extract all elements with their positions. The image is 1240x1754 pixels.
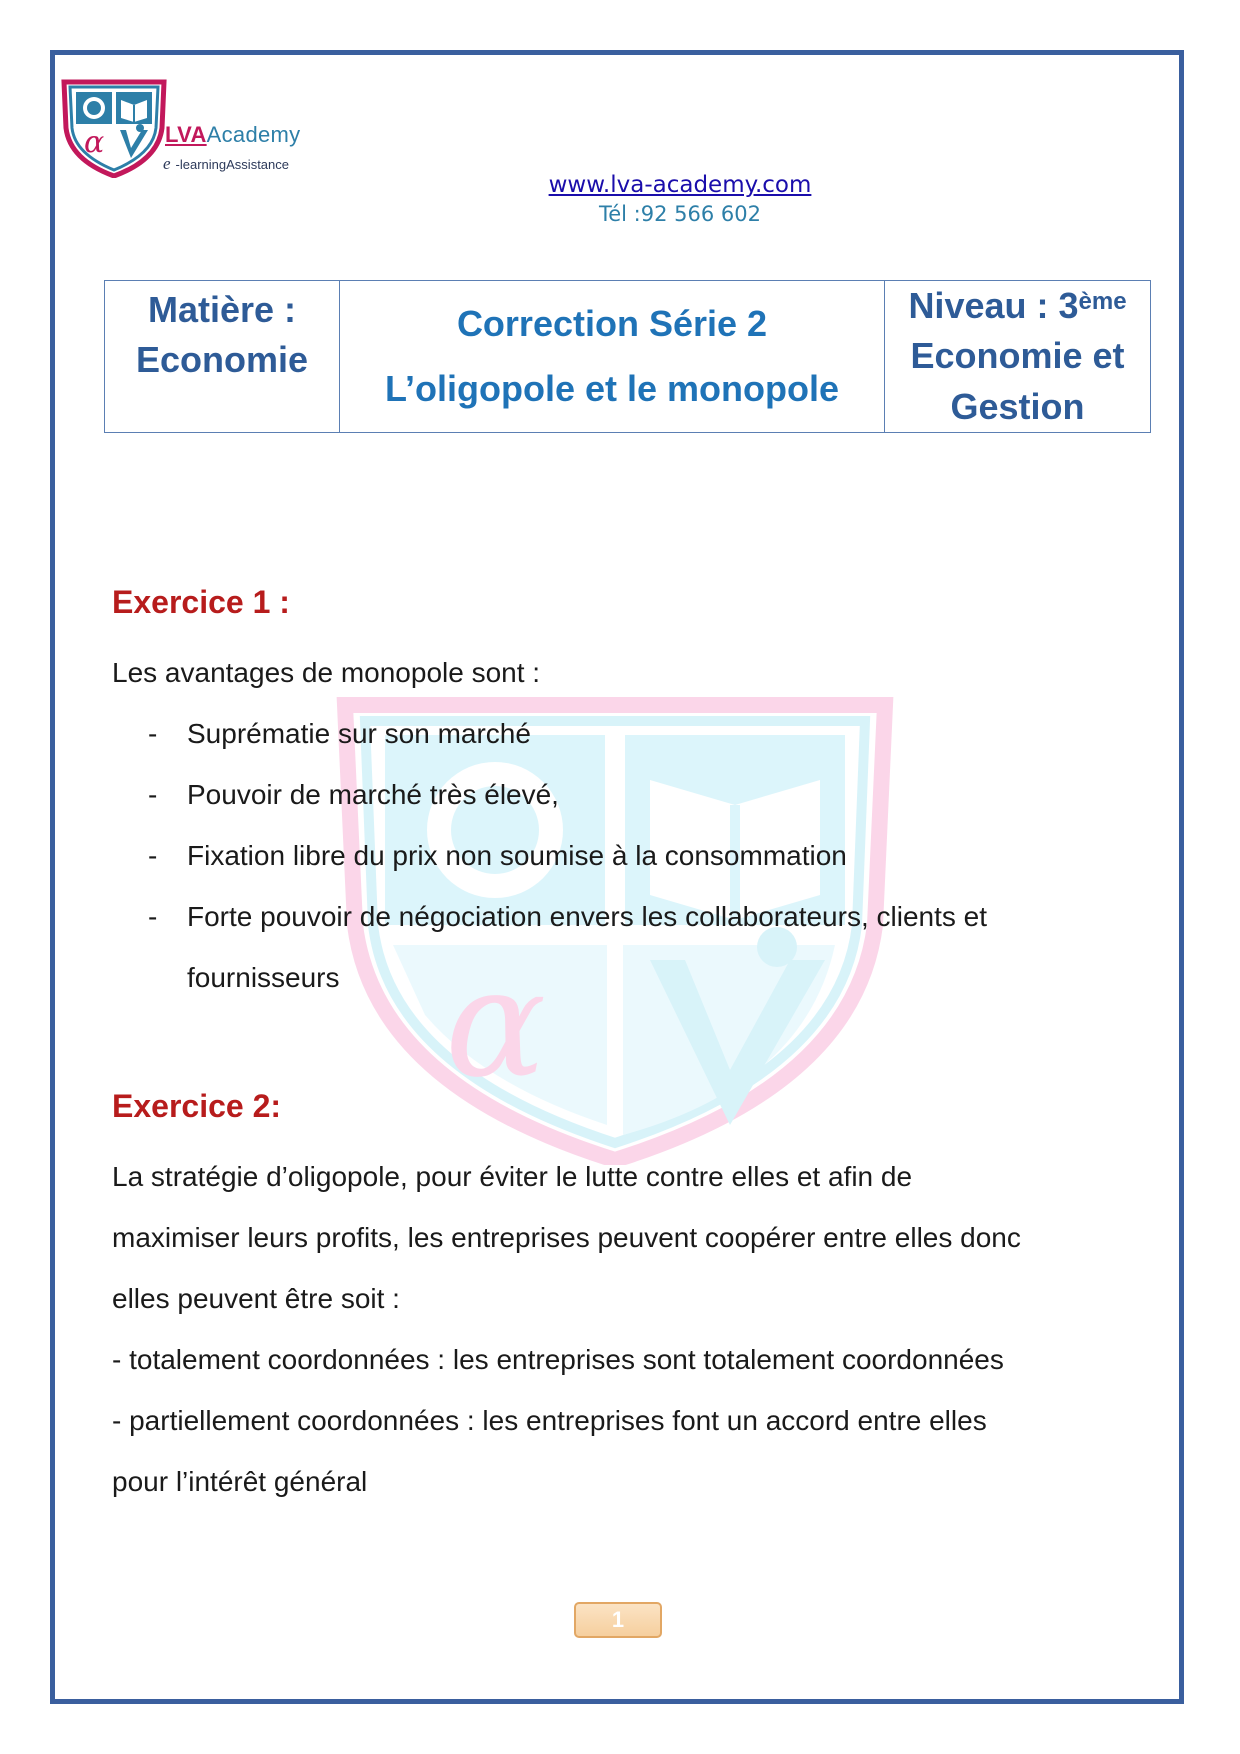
exercise2-title: Exercice 2: xyxy=(112,1088,282,1124)
logo-brand-name xyxy=(165,122,300,148)
svg-text:α: α xyxy=(84,125,105,160)
exercise2-line: La stratégie d’oligopole, pour éviter le lutte contre elles et afin de xyxy=(112,1161,913,1192)
exercise2-line: - partiellement coordonnées : les entreprises font un accord entre elles xyxy=(112,1405,987,1436)
info-table xyxy=(104,280,1151,433)
contact-block xyxy=(480,172,880,226)
exercise1-list xyxy=(112,703,1122,1008)
document-title: Correction Série 2 xyxy=(456,303,768,345)
subject-label: Matière : xyxy=(147,289,297,330)
list-item xyxy=(112,703,1122,764)
list-item-text: Fixation libre du prix non soumise à la consommation xyxy=(187,840,847,871)
subject-cell xyxy=(105,281,340,433)
lva-academy-logo-icon xyxy=(58,78,170,178)
bullet-dash: - xyxy=(148,840,158,871)
bullet-dash: - xyxy=(148,779,158,810)
document-body xyxy=(112,578,1122,1512)
list-item-continuation: fournisseurs xyxy=(187,962,340,993)
exercise1-intro: Les avantages de monopole sont : xyxy=(112,657,541,688)
exercise2-line: elles peuvent être soit : xyxy=(112,1283,400,1314)
exercise2-line: maximiser leurs profits, les entreprises peuvent coopérer entre elles donc xyxy=(112,1222,1021,1253)
bullet-dash: - xyxy=(148,718,158,749)
svg-text:α: α xyxy=(445,937,547,1111)
bullet-dash: - xyxy=(148,901,158,932)
level-superscript: ème xyxy=(1078,288,1127,315)
list-item xyxy=(112,764,1122,825)
subject-value: Economie xyxy=(135,339,309,381)
document-subtitle: L’oligopole et le monopole xyxy=(384,367,839,409)
list-item-text: Suprématie sur son marché xyxy=(187,718,531,749)
logo-tagline xyxy=(163,154,289,174)
website-link[interactable]: www.lva-academy.com xyxy=(548,172,812,198)
list-item xyxy=(112,825,1122,886)
exercise2-line: - totalement coordonnées : les entreprises sont totalement coordonnées xyxy=(112,1344,1004,1375)
exercise1-title: Exercice 1 : xyxy=(112,584,290,620)
level-prefix: Niveau : 3 xyxy=(908,285,1079,326)
title-cell xyxy=(340,281,885,433)
level-cell xyxy=(885,281,1151,433)
logo-tagline-text: -learningAssistance xyxy=(175,157,289,172)
exercise2-line: pour l’intérêt général xyxy=(112,1466,368,1497)
logo-brand-academy: Academy xyxy=(206,122,301,147)
page-number: 1 xyxy=(574,1602,662,1638)
phone-number: Tél :92 566 602 xyxy=(598,202,761,226)
level-label xyxy=(885,281,1150,331)
list-item-text: Pouvoir de marché très élevé, xyxy=(187,779,559,810)
logo-e-letter: e xyxy=(163,154,171,173)
list-item xyxy=(112,886,1122,1008)
level-value-line1: Economie et xyxy=(910,335,1125,377)
logo-brand-lva: LVA xyxy=(165,122,207,147)
list-item-text: Forte pouvoir de négociation envers les collaborateurs, clients et xyxy=(187,901,987,932)
level-value-line2: Gestion xyxy=(950,385,1085,427)
